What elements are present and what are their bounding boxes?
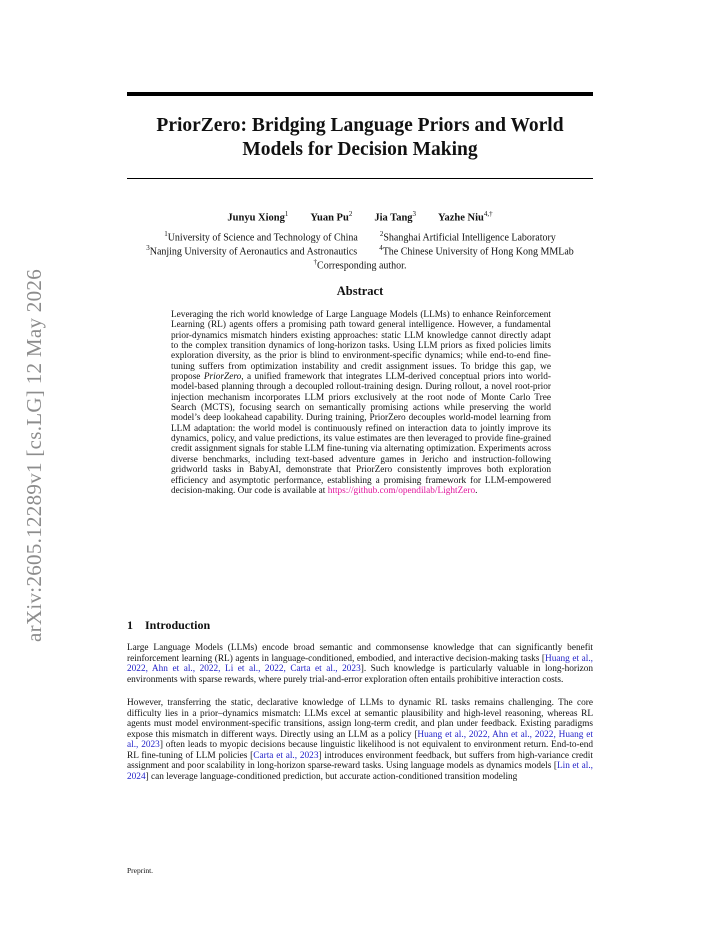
preprint-footer: Preprint. [127,866,154,875]
affiliation: $^4$The Chinese University of Hong Kong MMLab [379,244,574,258]
paper-title [127,114,593,162]
author: Yazhe Niu$^{4,\dagger}$ [438,210,493,224]
abstract-body: Leveraging the rich world knowledge of Large Language Models (LLMs) to enhance Reinforcement Learning (RL) agents offers a promising path toward general intelligence. However, a fundamental prior-dynamics mismatch hinders existing approaches: static LLM knowledge cannot directly adapt to the complex transition dynamics of long-horizon tasks. Using LLM priors as fixed policies limits exploration diversity, as the prior is blind to environment-specific dynamics; while end-to-end fine-tuning suffers from optimization instability and credit assignment issues. To bridge this gap, we propose PriorZero, a unified framework that integrates LLM-derived conceptual priors into world-model-based planning through a decoupled rollout-training design. During rollout, a novel root-prior injection mechanism incorporates LLM priors exclusively at the root node of Monte Carlo Tree Search (MCTS), focusing search on semantically promising actions while preserving the world model’s deep lookahead capability. During training, PriorZero decouples world-model learning from LLM adaptation: the world model is continuously refined on interaction data to jointly improve its dynamics, policy, and value predictions, its value estimates are then leveraged to provide fine-grained credit assignment signals for stable LLM fine-tuning via alternating optimization. Experiments across diverse benchmarks, including text-based adventure games in Jericho and instruction-following gridworld tasks in BabyAI, demonstrate that PriorZero consistently improves both exploration efficiency and asymptotic performance, establishing a promising framework for LLM-empowered decision-making. Our code is available at https://github.com/opendilab/LightZero. [171,310,551,496]
arxiv-stamp [14,255,54,655]
paper-title-line1: PriorZero: Bridging Language Priors and World [156,115,564,136]
author: Junyu Xiong$^1$ [227,210,289,224]
title-rule-top [127,92,593,96]
affiliation: $^2$Shanghai Artificial Intelligence Laboratory [379,230,556,244]
section-number: 1 [127,618,133,632]
author-list [127,210,593,224]
affiliation-row [100,230,620,243]
citation-link[interactable]: Carta et al., 2023 [253,750,319,761]
corresponding-author-note: †Corresponding author. [313,258,407,272]
paper-title-line2: Models for Decision Making [242,139,478,160]
citation-link[interactable]: Huang et al., 2022, Ahn et al., 2022, Li et al., 2022, Carta et al., 2023 [127,653,593,674]
intro-paragraph-1: Large Language Models (LLMs) encode broad semantic and commonsense knowledge that can significantly benefit reinforcement learning (RL) agents in language-conditioned, embodied, and interactive decision-making tasks [Huang et al., 2022, Ahn et al., 2022, Li et al., 2022, Carta et al., 2023]. Such knowledge is particularly valuable in long-horizon environments with sparse rewards, where purely trial-and-error exploration often entails prohibitive interaction costs. [127,643,593,685]
section-heading-introduction [127,618,210,633]
title-rule-bottom [127,178,593,179]
affiliation-row [100,244,620,257]
method-name: PriorZero [203,372,242,383]
citation-link[interactable]: Lin et al., 2024 [127,761,593,782]
arxiv-stamp-text: arXiv:2605.12289v1 [cs.LG] 12 May 2026 [21,268,46,642]
intro-paragraph-2: However, transferring the static, declarative knowledge of LLMs to dynamic RL tasks remains challenging. The core difficulty lies in a prior–dynamics mismatch: LLMs excel at semantic plausibility and high-level reasoning, whereas RL agents must model environment-specific transitions, assign long-term credit, and plan under feedback. Existing paradigms expose this mismatch in different ways. Directly using an LLM as a policy [Huang et al., 2022, Ahn et al., 2022, Huang et al., 2023] often leads to myopic decisions because linguistic likelihood is not equivalent to environment return. End-to-end RL fine-tuning of LLM policies [Carta et al., 2023] introduces environment feedback, but suffers from high-variance credit assignment and poor scalability in long-horizon sparse-reward tasks. Using language models as dynamics models [Lin et al., 2024] can leverage language-conditioned prediction, but accurate action-conditioned transition modeling [127,698,593,782]
author: Jia Tang$^3$ [374,210,417,224]
author: Yuan Pu$^2$ [310,210,353,224]
code-link[interactable]: https://github.com/opendilab/LightZero [327,485,476,496]
affiliation: $^3$Nanjing University of Aeronautics and Astronautics [146,244,358,258]
section-title: Introduction [145,618,211,632]
abstract-heading: Abstract [336,284,384,298]
affiliation: $^1$University of Science and Technology of China [164,230,358,244]
citation-link[interactable]: Huang et al., 2022, Ahn et al., 2022, Huang et al., 2023 [127,729,593,750]
